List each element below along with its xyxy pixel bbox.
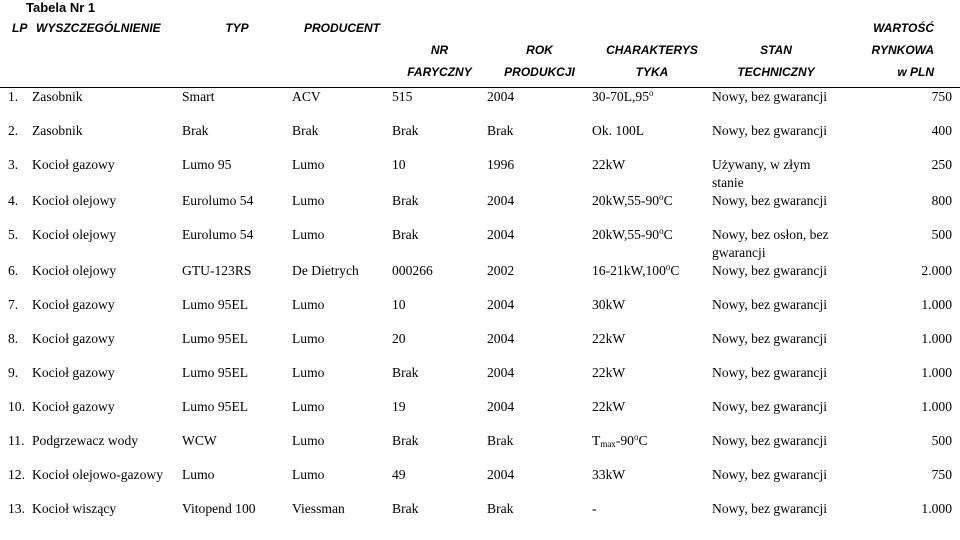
char-cell: 30-70L,95$^o$ [592,88,654,104]
char-cell: Ok. 100L [592,123,645,138]
nr-cell: 000266 [392,263,433,278]
producent-cell: Lumo [292,297,325,312]
name-cell: Kocioł gazowy [32,297,115,312]
equipment-table [0,17,960,534]
nr-cell: 515 [392,89,413,104]
table-row [0,330,960,364]
lp-cell: 8. [8,331,19,346]
producent-cell: Lumo [292,331,325,346]
name-cell: Kocioł olejowy [32,193,117,208]
rok-cell: 2004 [487,193,515,208]
rok-cell: Brak [487,501,514,516]
typ-cell: Lumo 95EL [182,331,249,346]
typ-cell: Vitopend 100 [182,501,256,516]
stan-cell: Nowy, bez gwarancji [712,193,827,208]
rok-cell: 1996 [487,157,515,172]
table-caption: Tabela Nr 1 [26,0,96,15]
wartosc-cell: 1.000 [921,331,952,346]
producent-cell: Viessman [292,501,345,516]
stan-cell: Nowy, bez gwarancji [712,433,827,448]
typ-cell: Eurolumo 54 [182,227,254,242]
producent-cell: Lumo [292,365,325,380]
header-charakterystyka: CHARAKTERYS TYKA [592,17,712,88]
table-row [0,296,960,330]
lp-cell: 6. [8,263,19,278]
table-row [0,122,960,156]
producent-cell: Lumo [292,227,325,242]
header-typ: TYP [182,17,292,88]
stan-cell: Nowy, bez gwarancji [712,297,827,312]
stan-cell: Nowy, bez gwarancji [712,89,827,104]
wartosc-cell: 500 [931,227,952,242]
wartosc-cell: 800 [931,193,952,208]
typ-cell: Lumo [182,467,215,482]
rok-cell: Brak [487,123,514,138]
typ-cell: WCW [182,433,217,448]
char-cell: 22kW [592,365,626,380]
wartosc-cell: 750 [931,89,952,104]
lp-cell: 13. [8,501,25,516]
name-cell: Kocioł wiszący [32,501,117,516]
rok-cell: 2002 [487,263,515,278]
header-stan: STAN TECHNICZNY [712,17,840,88]
wartosc-cell: 1.000 [921,399,952,414]
lp-cell: 2. [8,123,19,138]
wartosc-cell: 1.000 [921,365,952,380]
typ-cell: Smart [182,89,215,104]
nr-cell: Brak [392,193,419,208]
stan-cell: Nowy, bez gwarancji [712,123,827,138]
producent-cell: Brak [292,123,319,138]
lp-cell: 12. [8,467,25,482]
table-row [0,156,960,192]
header-wyszczegolnienie: WYSZCZEGÓLNIENIE [32,17,182,88]
lp-cell: 4. [8,193,19,208]
nr-cell: Brak [392,365,419,380]
name-cell: Kocioł gazowy [32,399,115,414]
rok-cell: 2004 [487,89,515,104]
producent-cell: Lumo [292,157,325,172]
table-row [0,192,960,226]
lp-cell: 10. [8,399,25,414]
stan-cell: Nowy, bez gwarancji [712,501,827,516]
typ-cell: Lumo 95EL [182,399,249,414]
table-row [0,466,960,500]
char-cell: 20kW,55-90$^o$C [592,192,673,208]
name-cell: Podgrzewacz wody [32,433,139,448]
header-producent: PRODUCENT [292,17,392,88]
table-row [0,432,960,466]
rok-cell: 2004 [487,365,515,380]
rok-cell: 2004 [487,331,515,346]
stan-cell: Nowy, bez gwarancji [712,399,827,414]
producent-cell: Lumo [292,433,325,448]
header-rok: ROK PRODUKCJI [487,17,592,88]
producent-cell: Lumo [292,399,325,414]
header-lp: LP [0,17,32,88]
wartosc-cell: 250 [931,157,952,172]
typ-cell: Lumo 95 [182,157,232,172]
name-cell: Zasobnik [32,123,83,138]
table-row [0,262,960,296]
table-row [0,500,960,534]
rok-cell: 2004 [487,227,515,242]
table-row [0,398,960,432]
name-cell: Kocioł olejowo-gazowy [32,467,163,482]
stan-cell: Nowy, bez gwarancji [712,331,827,346]
lp-cell: 1. [8,89,19,104]
producent-cell: ACV [292,89,321,104]
char-cell: 33kW [592,467,626,482]
wartosc-cell: 1.000 [921,297,952,312]
nr-cell: Brak [392,123,419,138]
table-header-row [0,17,960,88]
lp-cell: 11. [8,433,25,448]
char-cell: $T_{max}-90^oC$ [592,432,648,449]
char-cell: 20kW,55-90$^o$C [592,226,673,242]
stan-cell: Nowy, bez gwarancji [712,263,827,278]
rok-cell: 2004 [487,467,515,482]
nr-cell: Brak [392,501,419,516]
wartosc-cell: 1.000 [921,501,952,516]
rok-cell: Brak [487,433,514,448]
name-cell: Zasobnik [32,89,83,104]
nr-cell: 10 [392,297,406,312]
rok-cell: 2004 [487,297,515,312]
typ-cell: Eurolumo 54 [182,193,254,208]
nr-cell: Brak [392,227,419,242]
header-wartosc: WARTOŚĆ RYNKOWA w PLN [840,17,960,88]
name-cell: Kocioł olejowy [32,263,117,278]
name-cell: Kocioł gazowy [32,157,115,172]
wartosc-cell: 750 [931,467,952,482]
stan-cell: Nowy, bez gwarancji [712,467,827,482]
stan-cell: Nowy, bez osłon, bez gwarancji [712,227,829,260]
producent-cell: De Dietrych [292,263,359,278]
char-cell: 22kW [592,157,626,172]
typ-cell: Brak [182,123,209,138]
typ-cell: Lumo 95EL [182,365,249,380]
nr-cell: Brak [392,433,419,448]
producent-cell: Lumo [292,193,325,208]
name-cell: Kocioł olejowy [32,227,117,242]
lp-cell: 3. [8,157,19,172]
typ-cell: GTU-123RS [182,263,252,278]
header-nr: NR FARYCZNY [392,17,487,88]
stan-cell: Nowy, bez gwarancji [712,365,827,380]
lp-cell: 7. [8,297,19,312]
wartosc-cell: 400 [931,123,952,138]
char-cell: 22kW [592,399,626,414]
nr-cell: 49 [392,467,406,482]
lp-cell: 5. [8,227,19,242]
name-cell: Kocioł gazowy [32,365,115,380]
nr-cell: 10 [392,157,406,172]
nr-cell: 19 [392,399,406,414]
wartosc-cell: 2.000 [921,263,952,278]
table-row [0,226,960,262]
stan-cell: Używany, w złym stanie [712,157,811,190]
char-cell: 16-21kW,100$^o$C [592,262,680,278]
wartosc-cell: 500 [931,433,952,448]
char-cell: 30kW [592,297,626,312]
name-cell: Kocioł gazowy [32,331,115,346]
lp-cell: 9. [8,365,19,380]
typ-cell: Lumo 95EL [182,297,249,312]
char-cell: 22kW [592,331,626,346]
nr-cell: 20 [392,331,406,346]
table-row [0,88,960,123]
char-cell: - [592,501,597,516]
table-row [0,364,960,398]
rok-cell: 2004 [487,399,515,414]
producent-cell: Lumo [292,467,325,482]
